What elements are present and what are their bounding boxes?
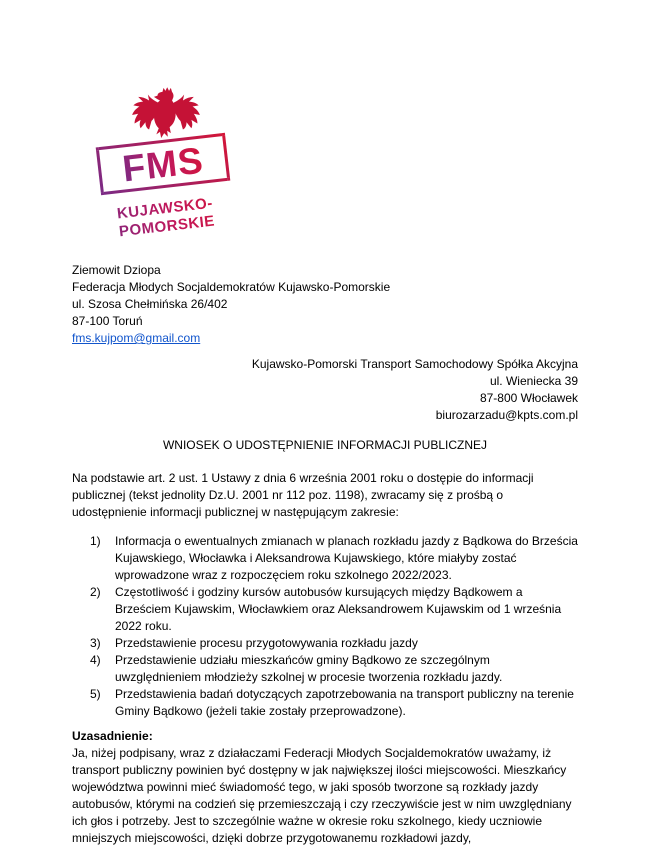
recipient-block bbox=[72, 356, 578, 424]
sender-street: ul. Szosa Chełmińska 26/402 bbox=[72, 297, 228, 311]
justification-paragraph: Ja, niżej podpisany, wraz z działaczami Federacji Młodych Socjaldemokratów uważamy, iż transport publiczny powinien być dostępny w jak największej ilości miejscowości. Mieszkańcy województwa powinni mieć świadomość tego, w jaki sposób tworzone są rozkłady jazdy autobusów, którymi na codzień się przemieszczają i czy rzeczywiście jest w nim uwzględniany ich głos i potrzeby. Jest to szczególnie ważne w okresie roku szkolnego, kiedy uczniowie mniejszych miejscowości, dzięki dobrze przygotowanemu rozkładowi jazdy, bbox=[72, 746, 572, 845]
request-item bbox=[72, 584, 578, 635]
letter-body bbox=[72, 262, 578, 847]
request-item-marker: 3) bbox=[90, 636, 101, 650]
fms-logo-frame bbox=[96, 133, 231, 195]
request-item-text: Przedstawienia badań dotyczących zapotrzebowania na transport publiczny na terenie Gminy Bądkowo (jeżeli takie zostały przeprowadzone). bbox=[115, 687, 574, 718]
recipient-city: 87-800 Włocławek bbox=[479, 391, 578, 405]
request-item-marker: 1) bbox=[90, 534, 101, 548]
request-item bbox=[72, 635, 578, 652]
request-item-marker: 4) bbox=[90, 653, 101, 667]
fms-logo-abbr: FMS bbox=[120, 139, 206, 189]
request-item-text: Przedstawienie udziału mieszkańców gminy Bądkowo ze szczególnym uwzględnieniem młodzieży szkolnej w procesie tworzenia rozkładu jazdy. bbox=[115, 653, 503, 684]
request-list bbox=[72, 533, 578, 720]
document-title: WNIOSEK O UDOSTĘPNIENIE INFORMACJI PUBLICZNEJ bbox=[162, 438, 488, 452]
request-item-marker: 5) bbox=[90, 687, 101, 701]
sender-block bbox=[72, 262, 578, 347]
request-item-text: Częstotliwość i godziny kursów autobusów kursujących między Bądkowem a Brześciem Kujawskim, Włocławkiem oraz Aleksandrowem Kujawskim od 1 września 2022 roku. bbox=[115, 585, 562, 633]
intro-paragraph: Na podstawie art. 2 ust. 1 Ustawy z dnia 6 września 2001 roku o dostępie do informacji publicznej (tekst jednolity Dz.U. 2001 nr 112 poz. 1198), zwracamy się z prośbą o udostępnienie informacji publicznej w następującym zakresie: bbox=[72, 471, 534, 519]
fms-logo-region-line1: KUJAWSKO- bbox=[116, 194, 214, 223]
fms-logo bbox=[96, 86, 240, 246]
request-item bbox=[72, 533, 578, 584]
request-item bbox=[72, 686, 578, 720]
sender-city: 87-100 Toruń bbox=[72, 314, 143, 328]
recipient-email: biurozarzadu@kpts.com.pl bbox=[435, 408, 578, 422]
justification-heading: Uzasadnienie: bbox=[72, 729, 153, 743]
sender-email-link[interactable]: fms.kujpom@gmail.com bbox=[72, 331, 201, 345]
recipient-company: Kujawsko-Pomorski Transport Samochodowy Spółka Akcyjna bbox=[251, 357, 578, 371]
sender-organization: Federacja Młodych Socjaldemokratów Kujawsko-Pomorskie bbox=[72, 280, 391, 294]
recipient-street: ul. Wieniecka 39 bbox=[489, 374, 578, 388]
fms-logo-region bbox=[94, 192, 237, 244]
request-item-text: Informacja o ewentualnych zmianach w planach rozkładu jazdy z Bądkowa do Brześcia Kujawskiego, Włocławka i Aleksandrowa Kujawskiego, które miałyby zostać wprowadzone wraz z rozpoczęciem roku szkolnego 2022/2023. bbox=[115, 534, 578, 582]
request-item bbox=[72, 652, 578, 686]
fms-logo-region-line2: POMORSKIE bbox=[118, 212, 216, 241]
sender-name: Ziemowit Dziopa bbox=[72, 263, 161, 277]
request-item-marker: 2) bbox=[90, 585, 101, 599]
request-item-text: Przedstawienie procesu przygotowywania rozkładu jazdy bbox=[115, 636, 418, 650]
